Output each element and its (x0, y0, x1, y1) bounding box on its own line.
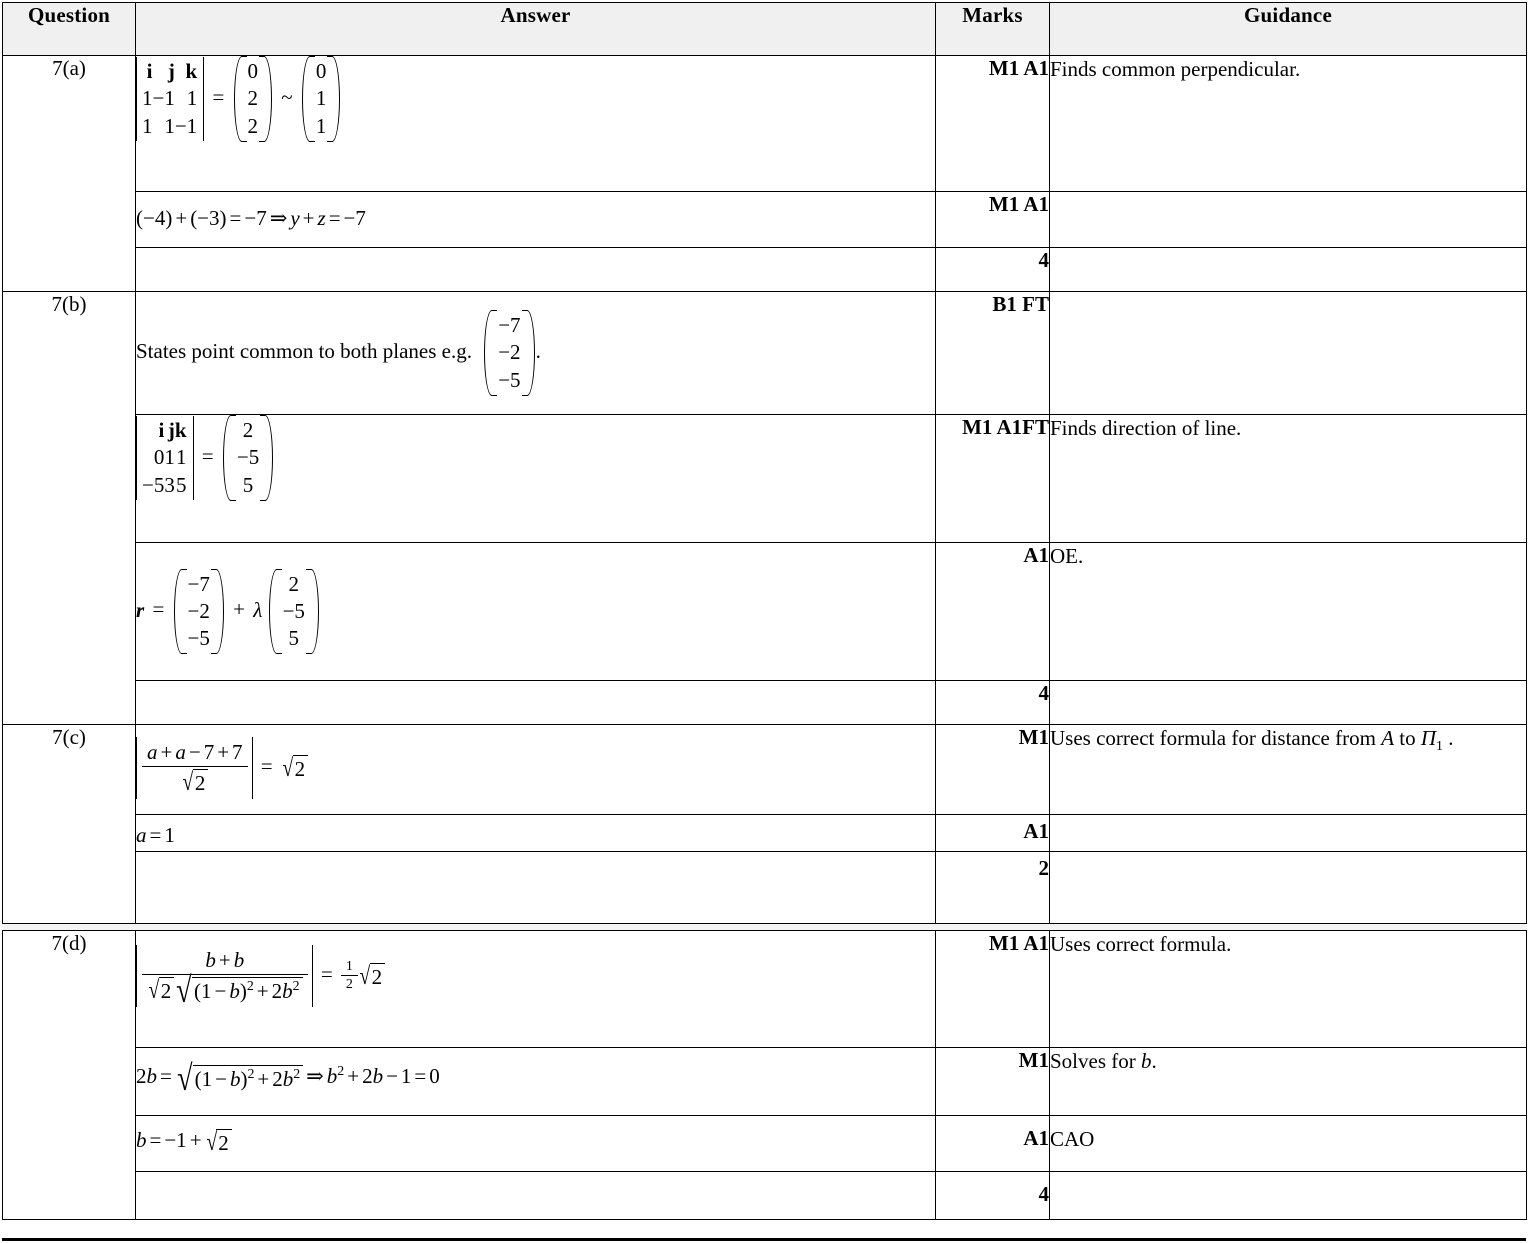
table-row-total (3, 248, 1527, 292)
fraction-one-half: $\frac{1}{2}$ (341, 959, 358, 994)
guidance-cell-7b-total (1050, 681, 1527, 725)
separator-segment-guidance (1050, 924, 1527, 931)
guidance-cell-7a-2 (1050, 192, 1527, 248)
marks-total-7a: 4 (936, 248, 1050, 292)
question-label-7a: 7(a) (3, 56, 136, 292)
table-body (3, 56, 1527, 1220)
column-vector-022: 0 2 2 (233, 56, 274, 142)
marks-cell-7b-1: B1 FT (936, 292, 1050, 415)
question-label-7c: 7(c) (3, 725, 136, 924)
separator-segment-marks (936, 924, 1050, 931)
guidance-cell-7a-total (1050, 248, 1527, 292)
table-row (3, 192, 1527, 248)
table-row (3, 725, 1527, 815)
vector-r-label: r (136, 597, 145, 622)
math-b-value: b = −1 + √2 (136, 1128, 232, 1156)
answer-cell-7b-3 (136, 543, 936, 681)
fraction: $\frac{b + b}{√2 √ (1 - b)^2 + 2b^2}$ (142, 948, 308, 1004)
header-row (3, 3, 1527, 56)
marks-cell-7a-1: M1 A1 (936, 56, 1050, 192)
determinant-matrix: i j k 1 −1 1 1 1 −1 (136, 57, 204, 141)
marks-cell-7c-2: A1 (936, 815, 1050, 852)
table-row-total (3, 1172, 1527, 1220)
marks-cell-7c-1: M1 (936, 725, 1050, 815)
mark-scheme-table (2, 2, 1527, 1220)
answer-cell-7b-2 (136, 415, 936, 543)
table-row (3, 292, 1527, 415)
common-point-text: States point common to both planes e.g. (136, 338, 472, 363)
table-row (3, 931, 1527, 1048)
column-header-guidance: Guidance (1050, 3, 1527, 56)
column-header-marks: Marks (936, 3, 1050, 56)
guidance-cell-7d-1: Uses correct formula. (1050, 931, 1527, 1048)
guidance-cell-7d-total (1050, 1172, 1527, 1220)
guidance-cell-7b-3: OE. (1050, 543, 1527, 681)
answer-cell-7d-total (136, 1172, 936, 1220)
column-header-question: Question (3, 3, 136, 56)
column-vector-direction: 2 −5 5 (268, 569, 320, 655)
column-vector-011: 0 1 1 (301, 56, 342, 142)
column-vector-position: −7 −2 −5 (173, 569, 225, 655)
absolute-value-bars (136, 737, 253, 799)
table-row (3, 56, 1527, 192)
question-label-7d: 7(d) (3, 931, 136, 1220)
plus-sign: + (233, 597, 245, 622)
column-vector-7-2-5: −7 −2 −5 (483, 310, 535, 396)
table-row (3, 543, 1527, 681)
guidance-cell-7b-1 (1050, 292, 1527, 415)
table-row (3, 415, 1527, 543)
lambda-symbol: λ (253, 597, 263, 622)
answer-cell-7d-1 (136, 931, 936, 1048)
guidance-cell-7d-2: Solves for b. (1050, 1048, 1527, 1116)
math-common-point (136, 310, 541, 396)
table-row (3, 815, 1527, 852)
absolute-value-bars (136, 945, 313, 1010)
marks-cell-7a-2: M1 A1 (936, 192, 1050, 248)
answer-cell-7a-1 (136, 56, 936, 192)
table-row (3, 1116, 1527, 1172)
math-solve-for-b: 2b = √ $(1 - b)^2 + 2b^2$ ⇒ $b^2 + 2b - 1 = 0$ (136, 1058, 440, 1099)
answer-cell-7a-2 (136, 192, 936, 248)
mark-scheme-sheet (0, 2, 1528, 1243)
separator-segment-question (3, 924, 136, 931)
guidance-cell-7c-2 (1050, 815, 1527, 852)
answer-cell-7c-2 (136, 815, 936, 852)
math-determinant-direction: i j k 0 1 1 −5 3 5 = 2 −5 5 (136, 415, 274, 501)
marks-cell-7b-3: A1 (936, 543, 1050, 681)
guidance-cell-7b-2: Finds direction of line. (1050, 415, 1527, 543)
guidance-cell-7a-1: Finds common perpendicular. (1050, 56, 1527, 192)
answer-cell-7a-total (136, 248, 936, 292)
guidance-cell-7c-total (1050, 852, 1527, 924)
table-row-total (3, 681, 1527, 725)
equals-sign: = (152, 597, 165, 622)
marks-cell-7b-2: M1 A1FT (936, 415, 1050, 543)
determinant-matrix: i j k 0 1 1 −5 3 5 (136, 416, 194, 500)
guidance-cell-7d-3: CAO (1050, 1116, 1527, 1172)
square-root: √2 (205, 1129, 232, 1157)
column-vector-2-minus5-5: 2 −5 5 (222, 415, 274, 501)
marks-cell-7d-1: M1 A1 (936, 931, 1050, 1048)
math-determinant-cross-product: i j k 1 −1 1 1 1 −1 = 0 2 2 ~ 0 1 1 (136, 56, 341, 142)
section-separator (3, 924, 1527, 931)
marks-total-7d: 4 (936, 1172, 1050, 1220)
table-row-total (3, 852, 1527, 924)
column-header-answer: Answer (136, 3, 936, 56)
square-root: √2 (181, 768, 208, 796)
table-header (3, 3, 1527, 56)
trailing-period: . (535, 338, 541, 363)
table-row (3, 1048, 1527, 1116)
guidance-cell-7c-1: Uses correct formula for distance from A to $\Pi_1$ . (1050, 725, 1527, 815)
square-root: √ $(1 - b)^2 + 2b^2$ (174, 976, 302, 1004)
answer-cell-7d-2 (136, 1048, 936, 1116)
math-substitution: (−4) + (−3) = −7 ⇒ y + z = −7 (136, 205, 366, 230)
square-root: √2 (281, 754, 308, 782)
square-root: √ $(1 - b)^2 + 2b^2$ (175, 1064, 303, 1092)
answer-cell-7c-total (136, 852, 936, 924)
marks-cell-7d-3: A1 (936, 1116, 1050, 1172)
math-a-equals-1: a = 1 (136, 822, 175, 847)
answer-cell-7c-1 (136, 725, 936, 815)
math-distance-formula-a: $\frac{a + a - 7 + 7}{√2}$ = √2 (136, 737, 308, 799)
math-vector-line-equation (136, 569, 320, 655)
marks-total-7b: 4 (936, 681, 1050, 725)
answer-cell-7b-total (136, 681, 936, 725)
marks-cell-7d-2: M1 (936, 1048, 1050, 1116)
square-root: √2 (147, 976, 174, 1004)
fraction: $\frac{a + a - 7 + 7}{√2}$ (142, 740, 248, 796)
math-distance-formula-b: $\frac{b + b}{√2 √ (1 - b)^2 + 2b^2}$ = $\frac{1}{2}$ √2 (136, 945, 385, 1007)
separator-segment-answer (136, 924, 936, 931)
answer-cell-7b-1 (136, 292, 936, 415)
answer-cell-7d-3 (136, 1116, 936, 1172)
square-root: √2 (358, 962, 385, 990)
question-label-7b: 7(b) (3, 292, 136, 725)
marks-total-7c: 2 (936, 852, 1050, 924)
